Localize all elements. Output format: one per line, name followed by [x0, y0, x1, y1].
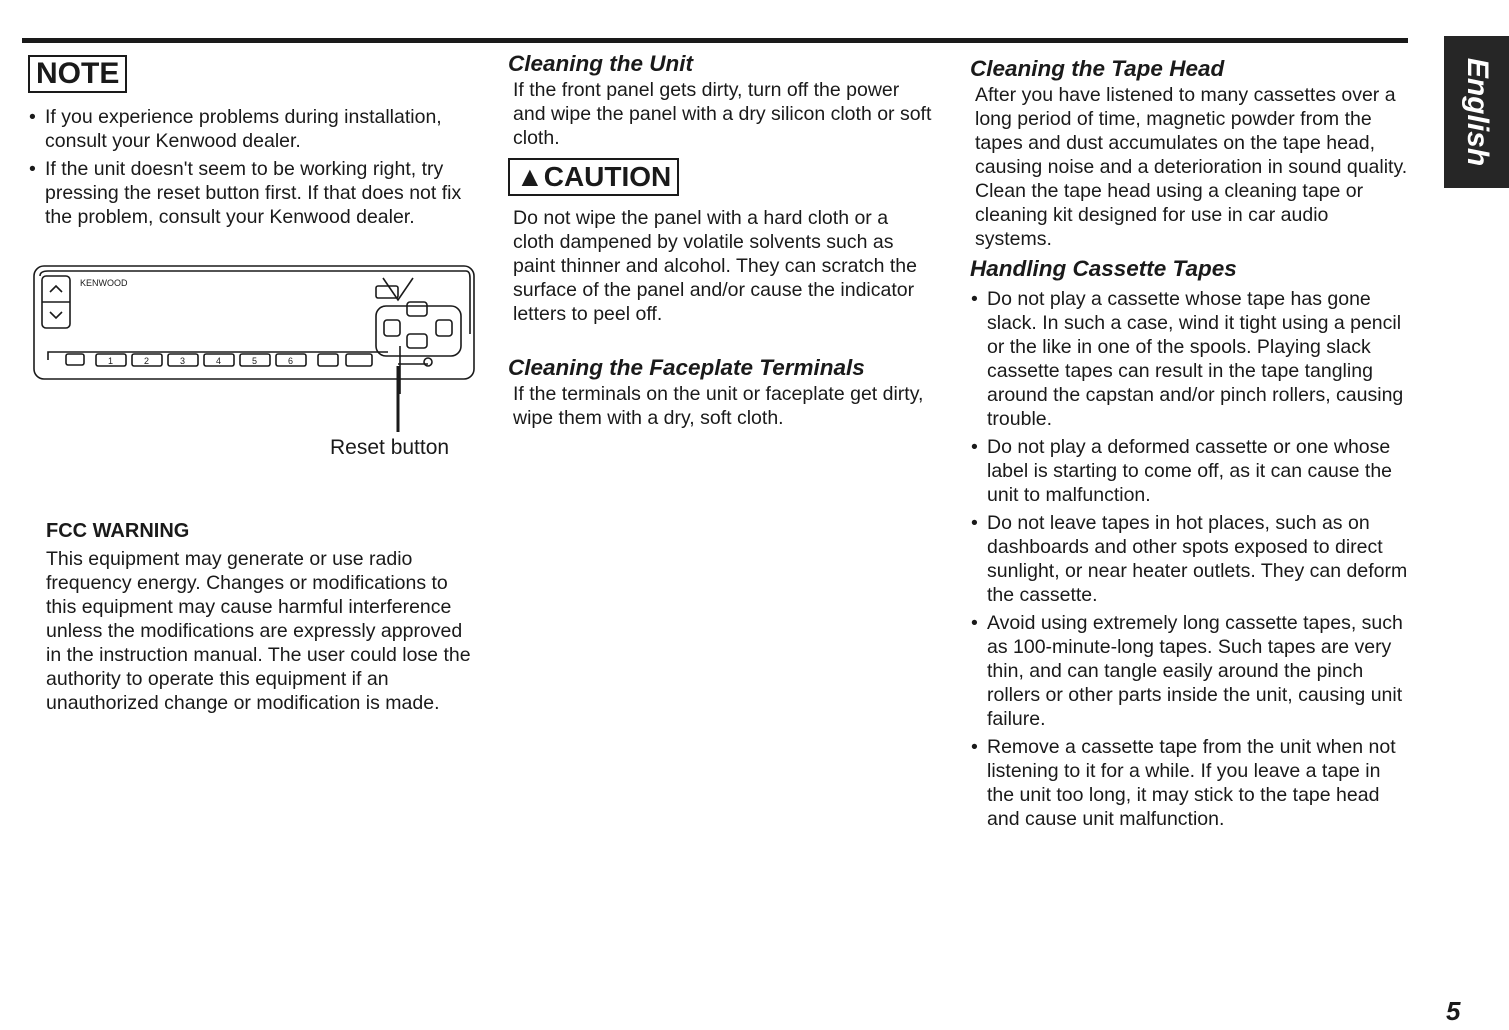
language-tab-label: English	[1460, 57, 1494, 167]
preset-label: 4	[216, 356, 222, 366]
page-number: 5	[1446, 996, 1461, 1026]
handling-list	[970, 287, 1410, 831]
column-middle	[508, 50, 933, 430]
caution-label-text: CAUTION	[543, 161, 672, 192]
tape-head-body: After you have listened to many cassettes over a long period of time, magnetic powder from the tapes and dust accumulates on the tape head, causing noise and a deterioration in sound quality. Clean the tape head using a cleaning tape or cleaning kit designed for use in car audio systems.	[975, 84, 1408, 250]
note-item: • If you experience problems during installation, consult your Kenwood dealer.	[28, 105, 478, 153]
handling-item: • Do not play a deformed cassette or one whose label is starting to come off, as it can cause the unit to malfunction.	[970, 435, 1410, 507]
note-item: • If the unit doesn't seem to be working right, try pressing the reset button first. If that does not fix the problem, consult your Kenwood dealer.	[28, 157, 478, 229]
faceplate-body: If the terminals on the unit or faceplate get dirty, wipe them with a dry, soft cloth.	[513, 383, 924, 429]
reset-button-label: Reset button	[330, 436, 450, 459]
cleaning-unit-body: If the front panel gets dirty, turn off the power and wipe the panel with a dry silicon cloth or soft cloth.	[513, 79, 932, 149]
faceplate-title: Cleaning the Faceplate Terminals	[508, 355, 865, 380]
handling-item: • Avoid using extremely long cassette tapes, such as 100-minute-long tapes. Such tapes are very thin, and can tangle easily around the pinch rollers or other parts inside the unit, causing unit failure.	[970, 611, 1410, 731]
preset-label: 1	[108, 356, 114, 366]
language-tab	[1444, 36, 1509, 188]
faceplate-diagram	[28, 264, 478, 469]
column-right	[970, 55, 1410, 835]
handling-item: • Do not play a cassette whose tape has gone slack. In such a case, wind it tight using a pencil or the like in one of the spools. Playing slack cassette tapes can result in the tape tangling around the capstan and/or pinch rollers, causing trouble.	[970, 287, 1410, 431]
tape-head-title: Cleaning the Tape Head	[970, 56, 1225, 81]
column-left	[28, 55, 478, 715]
caution-label	[508, 158, 679, 196]
header-rule	[22, 38, 1408, 43]
note-list	[28, 105, 478, 229]
handling-item: • Remove a cassette tape from the unit when not listening to it for a while. If you leave a tape in the unit too long, it may stick to the tape head and cause unit malfunction.	[970, 735, 1410, 831]
preset-label: 5	[252, 356, 258, 366]
diagram-brand: KENWOOD	[80, 278, 128, 288]
handling-title: Handling Cassette Tapes	[970, 256, 1237, 281]
preset-label: 6	[288, 356, 294, 366]
preset-label: 3	[180, 356, 186, 366]
note-label: NOTE	[28, 55, 127, 93]
cleaning-unit-title: Cleaning the Unit	[508, 51, 693, 76]
warning-triangle-icon: ▲	[516, 161, 544, 192]
fcc-body: This equipment may generate or use radio frequency energy. Changes or modifications to this equipment may cause harmful interference unless the modifications are expressly approved in the instruction manual. The user could lose the authority to operate this equipment if an unauthorized change or modification is made.	[46, 548, 471, 714]
preset-label: 2	[144, 356, 150, 366]
fcc-warning	[28, 519, 478, 715]
handling-item: • Do not leave tapes in hot places, such as on dashboards and other spots exposed to direct sunlight, or near heater outlets. They can deform the cassette.	[970, 511, 1410, 607]
fcc-title: FCC WARNING	[46, 520, 190, 542]
caution-text: Do not wipe the panel with a hard cloth or a cloth dampened by volatile solvents such as paint thinner and alcohol. They can scratch the surface of the panel and/or cause the indicator letters to peel off.	[513, 207, 917, 325]
